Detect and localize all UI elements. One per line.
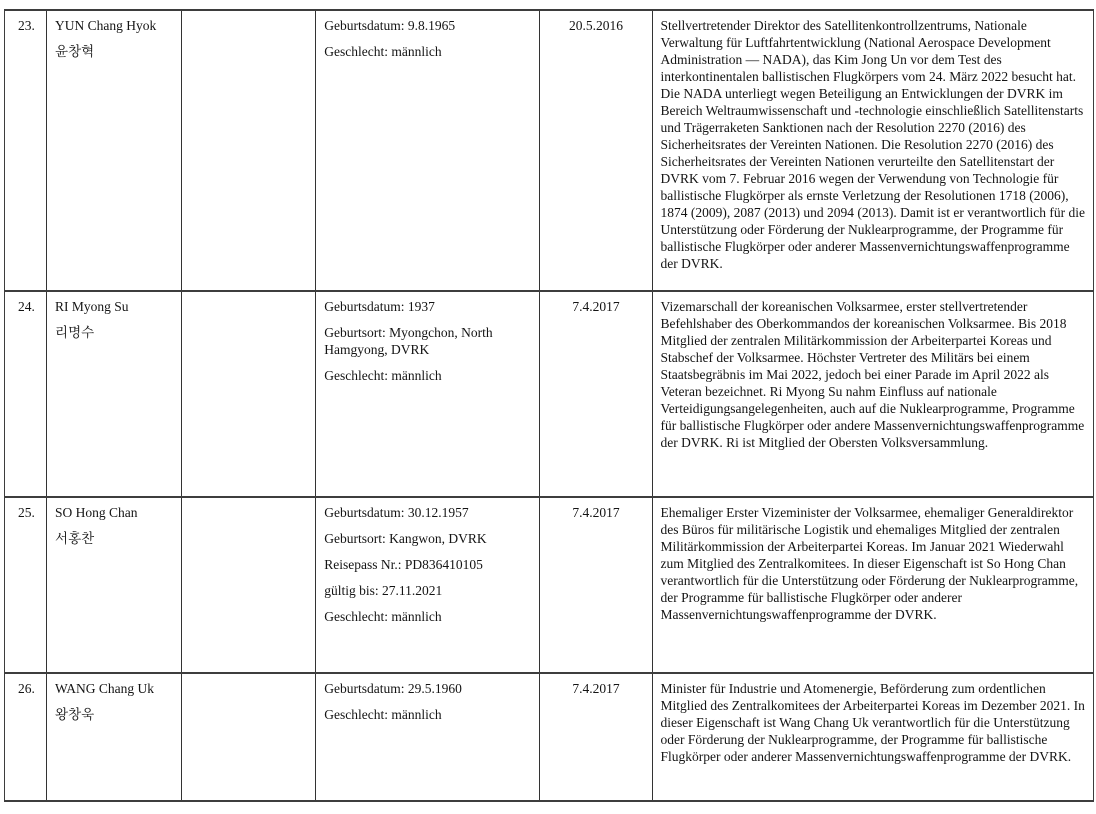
entry-name-cell — [47, 497, 182, 673]
table-row — [5, 673, 1094, 801]
entry-identification-cell — [316, 10, 540, 291]
table-row — [5, 10, 1094, 291]
entry-identification-cell — [316, 673, 540, 801]
name-latin: YUN Chang Hyok — [55, 18, 157, 33]
identification-line: Geschlecht: männlich — [324, 609, 442, 624]
sanctions-table — [4, 9, 1094, 802]
entry-number: 24. — [5, 291, 47, 497]
entry-reasons: Vizemarschall der koreanischen Volksarmee, erster stellvertretender Befehlshaber des Oberkommandos der koreanischen Volksarmee. Bis 2018 Mitglied der zentralen Militärkommission der Arbeiterpartei Koreas und Stabschef der Volksarmee. Höchster Vertreter des Militärs bei einem Staatsbegräbnis im Mai 2022, jedoch bei einer Parade im April 2022 als Veteran bezeichnet. Ri Myong Su nahm Einfluss auf nationale Verteidigungsangelegenheiten, auch auf die Nuklearprogramme, Programme für ballistische Flugkörper oder andere Massenvernichtungswaffenprogramme der DVRK. Ri ist Mitglied der Obersten Volksversammlung. — [652, 291, 1093, 497]
entry-number: 25. — [5, 497, 47, 673]
name-latin: RI Myong Su — [55, 299, 129, 314]
entry-identification-cell — [316, 291, 540, 497]
identification-line: Geschlecht: männlich — [324, 44, 442, 59]
entry-name-cell — [47, 291, 182, 497]
table-row — [5, 291, 1094, 497]
name-korean: 리명수 — [55, 325, 95, 340]
identification-line: Geburtsdatum: 29.5.1960 — [324, 681, 462, 696]
entry-reasons: Ehemaliger Erster Vizeminister der Volksarmee, ehemaliger Generaldirektor des Büros für militärische Logistik und ehemaliges Mitglied der zentralen Militärkommission der Arbeiterpartei Koreas. Im Januar 2021 Wiederwahl zum Mitglied des Zentralkomitees. In dieser Eigenschaft ist So Hong Chan verantwortlich für die Unterstützung oder Förderung der Nuklearprogramme, der Programme für ballistische Flugkörper oder anderer Massenvernichtungswaffenprogramme der DVRK. — [652, 497, 1093, 673]
entry-name-cell — [47, 673, 182, 801]
entry-alias-cell — [182, 673, 316, 801]
identification-line: gültig bis: 27.11.2021 — [324, 583, 443, 598]
entry-listing-date: 20.5.2016 — [540, 10, 652, 291]
entry-alias-cell — [182, 497, 316, 673]
identification-line: Geburtsdatum: 1937 — [324, 299, 435, 314]
identification-line: Geschlecht: männlich — [324, 707, 442, 722]
entry-identification-cell — [316, 497, 540, 673]
name-korean: 서홍찬 — [55, 531, 95, 546]
entry-listing-date: 7.4.2017 — [540, 291, 652, 497]
identification-line: Geburtsdatum: 30.12.1957 — [324, 505, 469, 520]
entry-number: 23. — [18, 18, 35, 33]
identification-line: Geschlecht: männlich — [324, 368, 442, 383]
identification-line: Geburtsort: Kangwon, DVRK — [324, 531, 487, 546]
name-latin: WANG Chang Uk — [55, 681, 155, 696]
identification-line: Reisepass Nr.: PD836410105 — [324, 557, 483, 572]
name-latin: SO Hong Chan — [55, 505, 138, 520]
entry-number: 26. — [5, 673, 47, 801]
identification-line: Geburtsdatum: 9.8.1965 — [324, 18, 456, 33]
entry-reasons: Stellvertretender Direktor des Satellitenkontrollzentrums, Nationale Verwaltung für Luftfahrtentwicklung (National Aerospace Development Administration — NADA), das Kim Jong Un vor dem Test des interkontinentalen ballistischen Flugkörpers vom 24. März 2022 besucht hat. Die NADA unterliegt wegen Beteiligung an Entwicklungen der DVRK im Bereich Weltraumwissenschaft und -technologie einschließlich Satellitenstarts und Trägerraketen Sanktionen nach der Resolution 2270 (2016) des Sicherheitsrates der Vereinten Nationen. Die Resolution 2270 (2016) des Sicherheitsrates der Vereinten Nationen verurteilte den Satellitenstart der DVRK vom 7. Februar 2016 wegen der Verwendung von Technologie für ballistische Flugkörper als ernste Verletzung der Resolutionen 1718 (2006), 1874 (2009), 2087 (2013) und 2094 (2013). Damit ist er verantwortlich für die Unterstützung oder Förderung der Nuklearprogramme, der Programme für ballistische Flugkörper oder anderer Massenvernichtungswaffenprogramme der DVRK. — [652, 10, 1093, 291]
entry-alias-cell — [182, 10, 316, 291]
entry-listing-date: 7.4.2017 — [540, 497, 652, 673]
entry-alias-cell — [182, 291, 316, 497]
table-row — [5, 497, 1094, 673]
identification-line: Geburtsort: Myongchon, North Hamgyong, DVRK — [324, 325, 493, 357]
entry-reasons: Minister für Industrie und Atomenergie, Beförderung zum ordentlichen Mitglied des Zentralkomitees der Arbeiterpartei Koreas im Dezember 2021. In dieser Eigenschaft ist Wang Chang Uk verantwortlich für die Unterstützung oder Förderung der Nuklearprogramme, der Programme für ballistische Flugkörper oder anderer Massenvernichtungswaffenprogramme der DVRK. — [652, 673, 1093, 801]
name-korean: 윤창혁 — [55, 44, 95, 59]
name-korean: 왕창욱 — [55, 707, 95, 722]
entry-listing-date: 7.4.2017 — [540, 673, 652, 801]
entry-name-cell — [47, 10, 182, 291]
